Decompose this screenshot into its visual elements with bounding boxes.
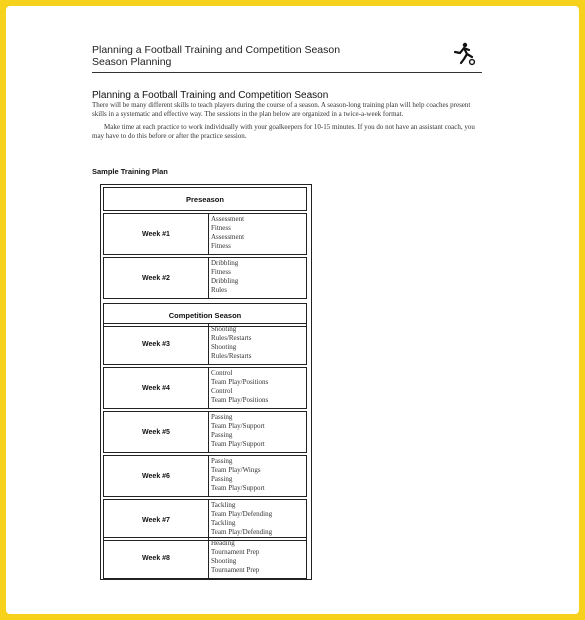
week-label: Week #5 [104,412,209,452]
header-title [92,44,340,68]
activity: Fitness [211,268,231,276]
activity: Dribbling [211,277,239,285]
activity: Tackling [211,501,236,509]
table-row [103,323,307,365]
intro-paragraph-2: Make time at each practice to work individually with your goalkeepers for 10-15 minutes. If you do not have an assistant coach, you may have to do this before or after the practice session. [92,123,475,140]
activity: Rules/Restarts [211,352,252,360]
activity: Team Play/Support [211,440,265,448]
activity-list [211,457,265,493]
activity: Shooting [211,325,237,333]
week-label: Week #4 [104,368,209,408]
preseason-header: Preseason [103,187,307,211]
activity: Passing [211,475,233,483]
activity: Team Play/Wings [211,466,261,474]
table-row [103,257,307,299]
activity: Team Play/Defending [211,510,273,518]
activity: Heading [211,539,235,547]
activity: Fitness [211,224,231,232]
activity: Tournament Prep [211,566,260,574]
header-title-line2: Season Planning [92,56,172,68]
activity: Team Play/Defending [211,528,273,536]
activity: Assessment [211,233,245,241]
football-player-icon [452,42,476,66]
table-row [103,455,307,497]
plan-title: Sample Training Plan [92,167,168,176]
header-rule [92,72,482,73]
activity: Dribbling [211,259,239,267]
table-row [103,213,307,255]
activity: Control [211,387,233,395]
week-label: Week #3 [104,324,209,364]
intro-paragraph-1: There will be many different skills to teach players during the course of a season. A season-long training plan will help coaches present skills in a systematic and effective way. The sessions in the plan below are organized in a twice-a-week format. [92,101,471,118]
activity-list [211,413,265,449]
competition-season-header: Competition Season [103,303,307,327]
activity: Shooting [211,343,237,351]
table-row [103,537,307,579]
activity: Rules [211,286,227,294]
activity: Team Play/Support [211,484,265,492]
activity: Rules/Restarts [211,334,252,342]
week-label: Week #7 [104,500,209,540]
week-label: Week #8 [104,538,209,578]
week-label: Week #6 [104,456,209,496]
table-row [103,367,307,409]
activity: Team Play/Positions [211,378,269,386]
activity: Tournament Prep [211,548,260,556]
activity-list [211,501,272,537]
activity: Passing [211,431,233,439]
week-label: Week #2 [104,258,209,298]
activity: Control [211,369,233,377]
activity-list [211,215,244,251]
week-label: Week #1 [104,214,209,254]
activity: Fitness [211,242,231,250]
table-row [103,411,307,453]
activity-list [211,325,251,361]
activity-list [211,539,259,575]
activity: Tackling [211,519,236,527]
activity: Assessment [211,215,245,223]
document-page [6,6,579,614]
activity: Passing [211,457,233,465]
activity: Team Play/Positions [211,396,269,404]
training-plan-table [100,184,312,580]
section-title: Planning a Football Training and Competition Season [92,90,329,101]
activity: Passing [211,413,233,421]
activity: Shooting [211,557,237,565]
table-row [103,499,307,541]
header-title-line1: Planning a Football Training and Competition Season [92,44,341,56]
activity-list [211,259,238,295]
intro-text [92,101,480,144]
activity-list [211,369,268,405]
activity: Team Play/Support [211,422,265,430]
